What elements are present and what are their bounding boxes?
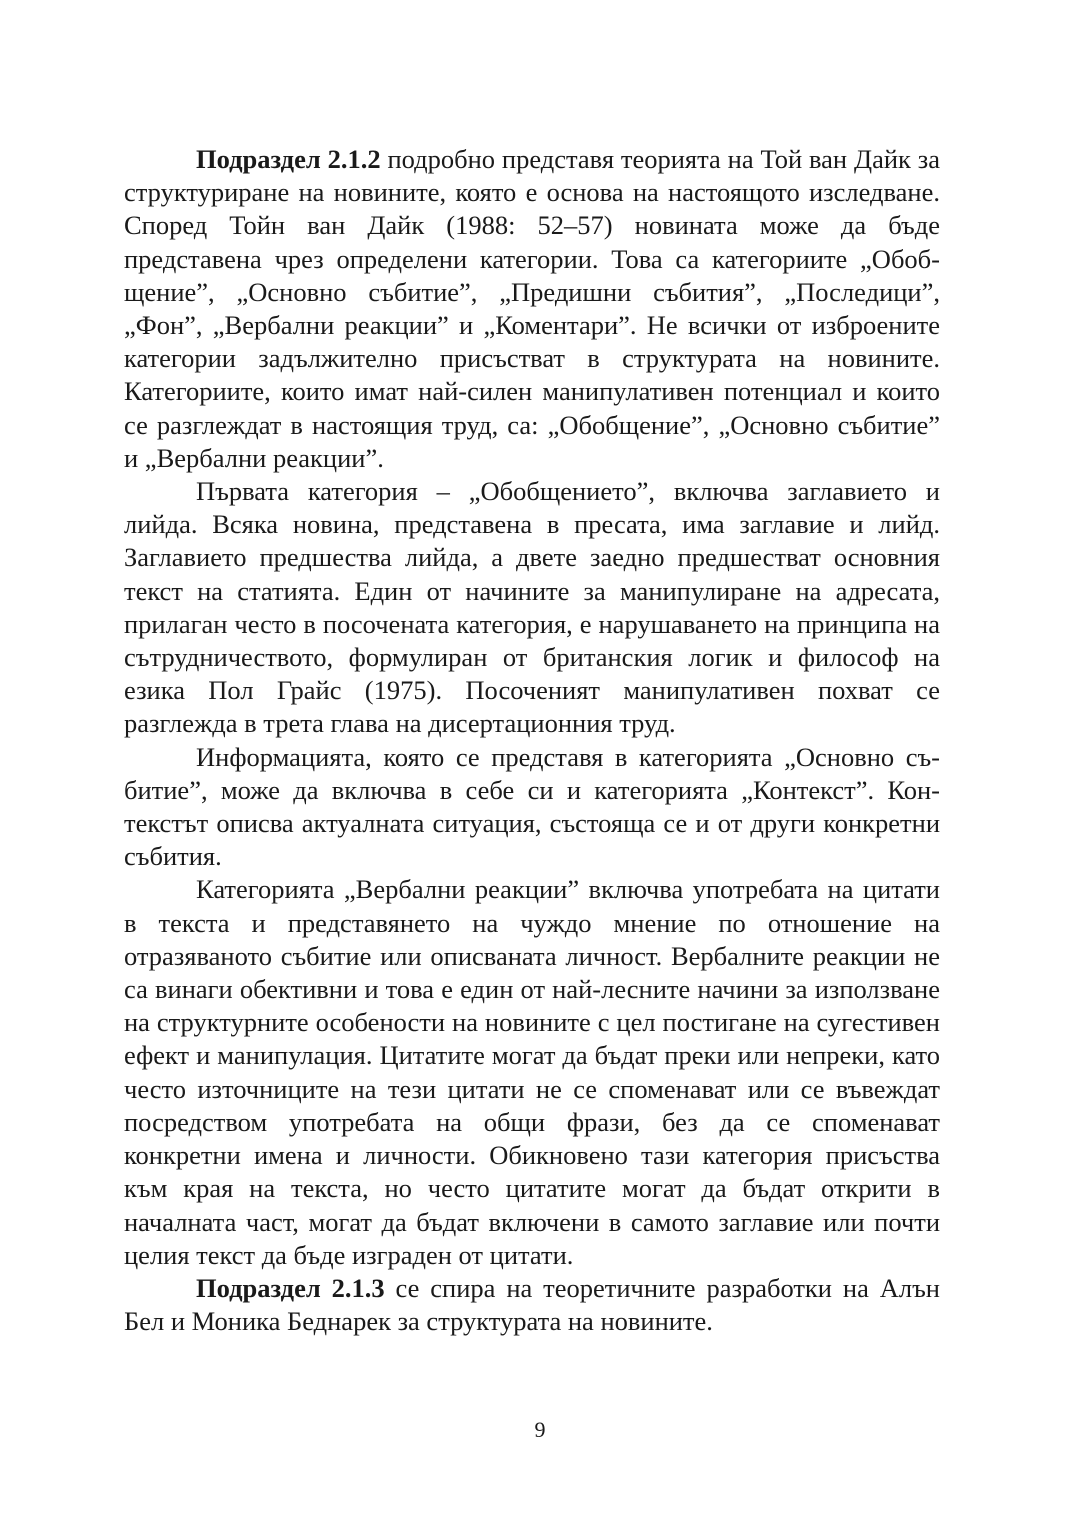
body-text — [124, 143, 940, 1338]
paragraph-text: се спира на теоретичните разработки на Алън Бел и Моника Беднарек за структурата на новините. — [124, 1272, 940, 1337]
paragraph-text: подробно представя теорията на Той ван Дайк за структуриране на новините, която е основа на настоящото изследване. Според Тойн ван Дайк (1988: 52–57) новината може да бъде представена чрез определени категории. Това са категориите „Обобщение”, „Основно събитие”, „Предишни събития”, „Последици”, „Фон”, „Вербални реакции” и „Коментари”. Не всички от изброените категории задължително присъстват в структурата на новините. Категориите, които имат най-силен манипулативен потенциал и които се разглеждат в настоящия труд, са: „Обобщение”, „Основно събитие” и „Вербални реакции”. — [124, 144, 941, 473]
page-number: 9 — [534, 1417, 546, 1442]
paragraph-main-event-category — [124, 741, 940, 874]
paragraph-verbal-reactions-category — [124, 873, 940, 1271]
paragraph-lead: Подраздел 2.1.3 — [196, 1272, 385, 1303]
paragraph-text: Информацията, която се представя в категорията „Основно събитие”, може да включва в себе си и категорията „Контекст”. Контекстът описва актуалната ситуация, състояща се и от други конкретни събития. — [124, 741, 940, 872]
paragraph-lead: Подраздел 2.1.2 — [196, 144, 381, 174]
paragraph-text: Категорията „Вербални реакции” включва употребата на цитати в текста и представянето на чуждо мнение по отношение на отразяваното събитие или описваната личност. Вербалните реакции не са винаги обективни и това е един от най-лесните начини за използване на структурните особености на новините с цел постигане на сугестивен ефект и манипулация. Цитатите могат да бъдат преки или непреки, като често източниците на тези цитати не се споменават или се въвеждат посредством употребата на общи фрази, без да се споменават конкретни имена и личности. Обикновено тази категория присъства към края на текста, но често цитатите могат да бъдат открити в началната част, могат да бъдат включени в самото заглавие или почти целия текст да бъде изграден от цитати. — [124, 874, 940, 1270]
paragraph-subsection-2-1-3 — [124, 1272, 940, 1338]
paragraph-summary-category — [124, 475, 940, 741]
paragraph-subsection-2-1-2 — [124, 143, 940, 475]
paragraph-text: Първата категория – „Обобщението”, включва заглавието и лийда. Всяка новина, представена в пресата, има заглавие и лийд. Заглавието предшества лийда, а двете заедно предшестват основния текст на статията. Един от начините за манипулиране на адресата, прилаган често в посочената категория, е нарушаването на принципа на сътрудничеството, формулиран от британския логик и философ на езика Пол Грайс (1975). Посоченият манипулативен похват се разглежда в трета глава на дисертационния труд. — [124, 476, 940, 739]
